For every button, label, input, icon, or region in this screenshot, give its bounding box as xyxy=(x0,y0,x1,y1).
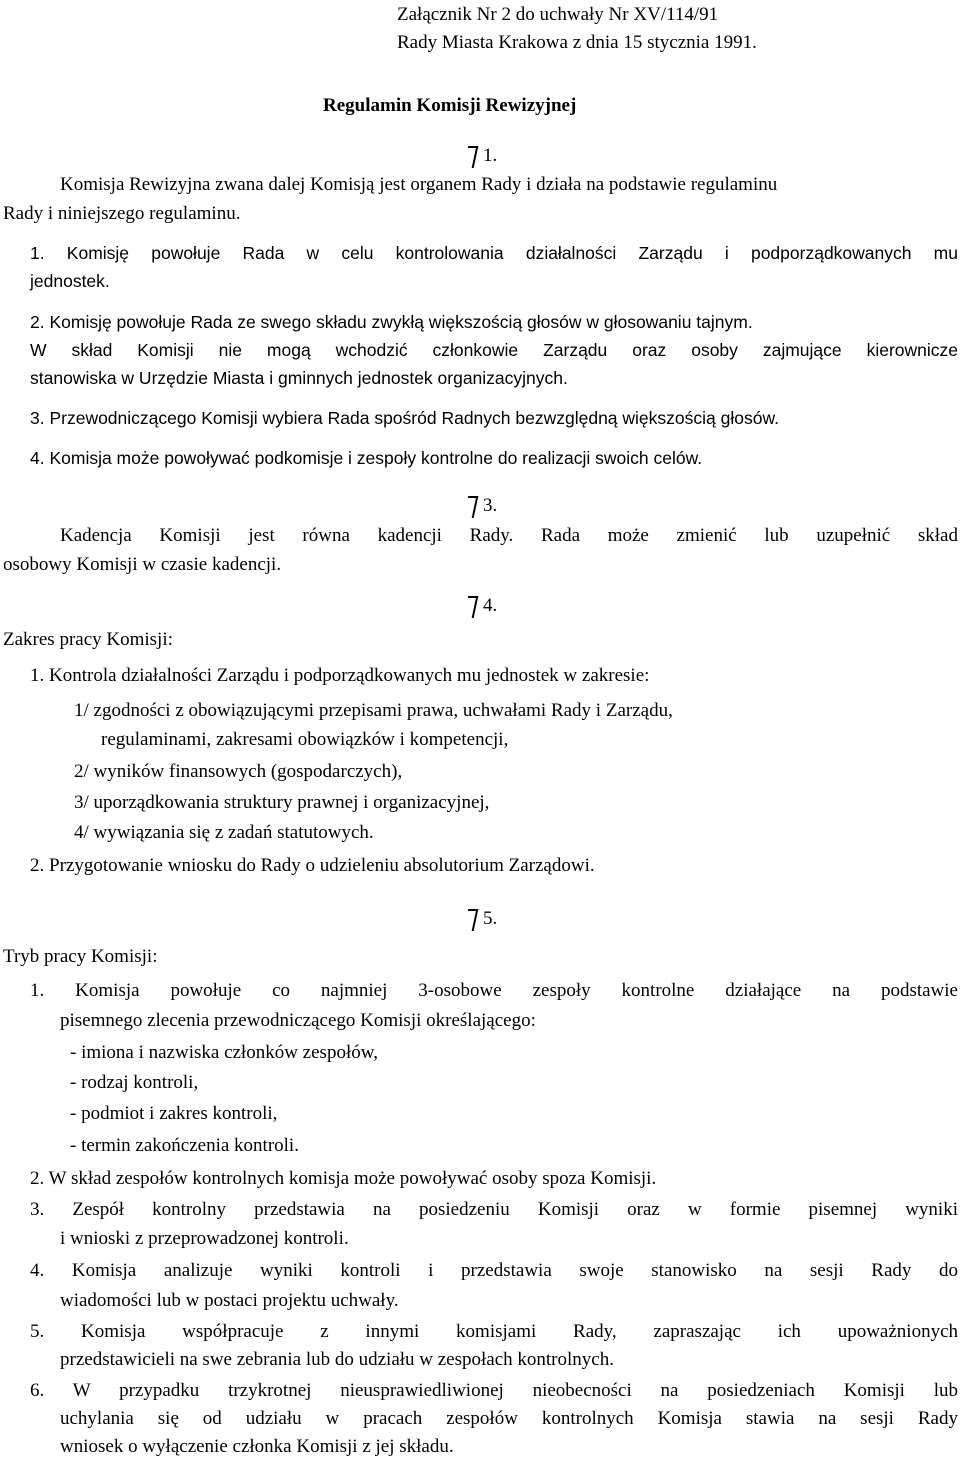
s5-point-2: 2. W skład zespołów kontrolnych komisja może powoływać osoby spoza Komisji. xyxy=(30,1168,657,1189)
s5-dash-item-1: - imiona i nazwiska członków zespołów, xyxy=(70,1042,378,1063)
s1-intro-line-2: Rady i niniejszego regulaminu. xyxy=(3,203,241,224)
s4-item-1-line-2: regulaminami, zakresami obowiązków i kompetencji, xyxy=(101,729,509,750)
s5-dash-item-2: - rodzaj kontroli, xyxy=(70,1072,199,1093)
s1-point-1-line-2: jednostek. xyxy=(30,271,110,291)
s5-point-3-line-2: i wnioski z przeprowadzonej kontroli. xyxy=(60,1228,349,1249)
s4-item-2: 2/ wyników finansowych (gospodarczych), xyxy=(74,761,403,782)
s5-point-5-line-1: 5. Komisja współpracuje z innymi komisjami Rady, zapraszając ich upoważnionych xyxy=(30,1321,958,1342)
s5-heading: Tryb pracy Komisji: xyxy=(3,946,158,967)
section-sign-icon xyxy=(463,904,477,932)
s5-point-4-line-2: wiadomości lub w postaci projektu uchwały. xyxy=(60,1290,399,1311)
s5-dash-item-4: - termin zakończenia kontroli. xyxy=(70,1135,299,1156)
section-sign-icon xyxy=(463,491,477,519)
s3-line-1: Kadencja Komisji jest równa kadencji Rady. Rada może zmienić lub uzupełnić skład xyxy=(60,525,958,546)
s5-point-3-line-1: 3. Zespół kontrolny przedstawia na posiedzeniu Komisji oraz w formie pisemnej wyniki xyxy=(30,1199,958,1220)
s1-point-4: 4. Komisja może powoływać podkomisje i zespoły kontrolne do realizacji swoich celów. xyxy=(30,448,703,468)
s3-line-2: osobowy Komisji w czasie kadencji. xyxy=(3,554,282,575)
s5-point-1-line-1: 1. Komisja powołuje co najmniej 3-osobowe zespoły kontrolne działające na podstawie xyxy=(30,980,958,1001)
attachment-line-1: Załącznik Nr 2 do uchwały Nr XV/114/91 xyxy=(397,4,719,25)
section-heading-5: 5. xyxy=(463,904,497,934)
section-heading-1: 1. xyxy=(463,141,497,171)
s1-point-2-line-2: W skład Komisji nie mogą wchodzić członkowie Zarządu oraz osoby zajmujące kierownicze xyxy=(30,340,958,360)
s4-item-3: 3/ uporządkowania struktury prawnej i organizacyjnej, xyxy=(74,792,490,813)
s1-point-2-line-1: 2. Komisję powołuje Rada ze swego składu zwykłą większością głosów w głosowaniu tajnym. xyxy=(30,312,753,332)
document-title: Regulamin Komisji Rewizyjnej xyxy=(323,95,577,116)
section-heading-4: 4. xyxy=(463,591,497,621)
section-heading-3: 3. xyxy=(463,491,497,521)
section-sign-icon xyxy=(463,591,477,619)
s4-point-2: 2. Przygotowanie wniosku do Rady o udzieleniu absolutorium Zarządowi. xyxy=(30,855,595,876)
s5-point-6-line-2: uchylania się od udziału w pracach zespołów kontrolnych Komisja stawia na sesji Rady xyxy=(60,1408,958,1429)
s4-item-4: 4/ wywiązania się z zadań statutowych. xyxy=(74,822,374,843)
s5-point-6-line-3: wniosek o wyłączenie członka Komisji z jej składu. xyxy=(60,1436,454,1457)
s5-dash-item-3: - podmiot i zakres kontroli, xyxy=(70,1103,278,1124)
s1-point-1-line-1: 1. Komisję powołuje Rada w celu kontrolowania działalności Zarządu i podporządkowanych mu xyxy=(30,243,958,263)
s5-point-1-line-2: pisemnego zlecenia przewodniczącego Komisji określającego: xyxy=(60,1010,536,1031)
s5-point-4-line-1: 4. Komisja analizuje wyniki kontroli i przedstawia swoje stanowisko na sesji Rady do xyxy=(30,1260,958,1281)
s4-point-1: 1. Kontrola działalności Zarządu i podporządkowanych mu jednostek w zakresie: xyxy=(30,665,650,686)
attachment-line-2: Rady Miasta Krakowa z dnia 15 stycznia 1991. xyxy=(397,32,757,53)
s1-point-3: 3. Przewodniczącego Komisji wybiera Rada spośród Radnych bezwzględną większością głosów. xyxy=(30,408,779,428)
s5-point-6-line-1: 6. W przypadku trzykrotnej nieusprawiedliwionej nieobecności na posiedzeniach Komisji lub xyxy=(30,1380,958,1401)
section-sign-icon xyxy=(463,141,477,169)
s1-intro-line-1: Komisja Rewizyjna zwana dalej Komisją jest organem Rady i działa na podstawie regulaminu xyxy=(60,174,778,195)
s5-point-5-line-2: przedstawicieli na swe zebrania lub do udziału w zespołach kontrolnych. xyxy=(60,1349,614,1370)
s4-item-1-line-1: 1/ zgodności z obowiązującymi przepisami prawa, uchwałami Rady i Zarządu, xyxy=(74,700,673,721)
s4-heading: Zakres pracy Komisji: xyxy=(3,629,173,650)
s1-point-2-line-3: stanowiska w Urzędzie Miasta i gminnych jednostek organizacyjnych. xyxy=(30,368,568,388)
